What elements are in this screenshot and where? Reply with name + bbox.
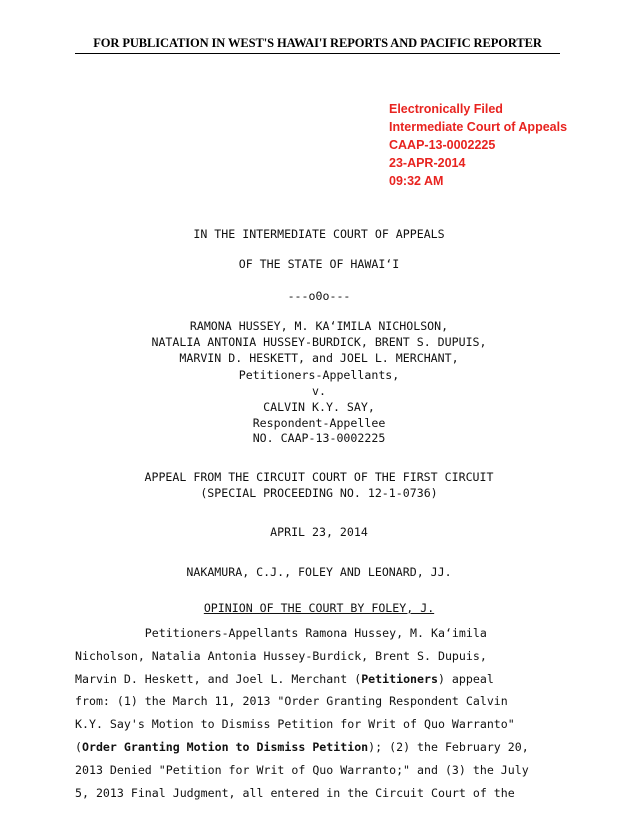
defined-term-order: Order Granting Motion to Dismiss Petition: [81, 739, 369, 754]
caption-versus: v.: [312, 383, 326, 398]
caption-parties-line-1: RAMONA HUSSEY, M. KAʻIMILA NICHOLSON,: [189, 319, 449, 333]
court-name: IN THE INTERMEDIATE COURT OF APPEALS: [193, 227, 445, 241]
special-proceeding: (SPECIAL PROCEEDING NO. 12-1-0736): [200, 486, 438, 500]
opinion-title: OPINION OF THE COURT BY FOLEY, J.: [203, 601, 435, 615]
filing-court: Intermediate Court of Appeals: [389, 120, 568, 134]
case-number: NO. CAAP-13-0002225: [252, 431, 386, 445]
body-line: from: (1) the March 11, 2013 "Order Granting Respondent Calvin: [75, 694, 508, 709]
caption-parties-line-3: MARVIN D. HESKETT, and JOEL L. MERCHANT,: [179, 351, 459, 366]
opinion-body: [75, 622, 575, 804]
body-text: ); (2) the February 20,: [368, 739, 529, 754]
filing-status: Electronically Filed: [389, 102, 503, 116]
filing-case-number: CAAP-13-0002225: [389, 138, 496, 152]
electronic-filing-stamp: [389, 100, 567, 190]
case-caption: [0, 318, 638, 431]
caption-petitioners-role: Petitioners-Appellants,: [238, 367, 400, 382]
body-text: (: [75, 739, 82, 754]
court-state: OF THE STATE OF HAWAIʻI: [238, 257, 400, 271]
body-line: K.Y. Say's Motion to Dismiss Petition for Writ of Quo Warranto": [75, 717, 515, 732]
caption-respondent-role: Respondent-Appellee: [252, 416, 386, 431]
judges-panel: NAKAMURA, C.J., FOLEY AND LEONARD, JJ.: [186, 565, 452, 579]
caption-parties-line-2: NATALIA ANTONIA HUSSEY-BURDICK, BRENT S. DUPUIS,: [151, 335, 487, 350]
caption-respondent: CALVIN K.Y. SAY,: [263, 400, 375, 415]
body-line: 2013 Denied "Petition for Writ of Quo Warranto;" and (3) the July: [75, 762, 529, 777]
body-line: Nicholson, Natalia Antonia Hussey-Burdick, Brent S. Dupuis,: [75, 648, 487, 663]
publication-header: FOR PUBLICATION IN WEST'S HAWAI'I REPORTS AND PACIFIC REPORTER: [75, 36, 560, 54]
filing-time: 09:32 AM: [389, 174, 444, 188]
filing-date: 23-APR-2014: [389, 156, 466, 170]
defined-term-petitioners: Petitioners: [361, 671, 438, 686]
decision-date: APRIL 23, 2014: [270, 525, 368, 539]
body-line: [75, 668, 575, 691]
body-line: 5, 2013 Final Judgment, all entered in the Circuit Court of the: [75, 785, 515, 800]
appeal-origin: APPEAL FROM THE CIRCUIT COURT OF THE FIRST CIRCUIT: [144, 470, 494, 484]
section-separator: ---o0o---: [287, 289, 351, 303]
body-text: Marvin D. Heskett, and Joel L. Merchant (: [75, 671, 362, 686]
body-line: [75, 736, 575, 759]
body-line: Petitioners-Appellants Ramona Hussey, M. Kaʻimila: [75, 626, 487, 640]
body-text: ) appeal: [437, 671, 494, 686]
